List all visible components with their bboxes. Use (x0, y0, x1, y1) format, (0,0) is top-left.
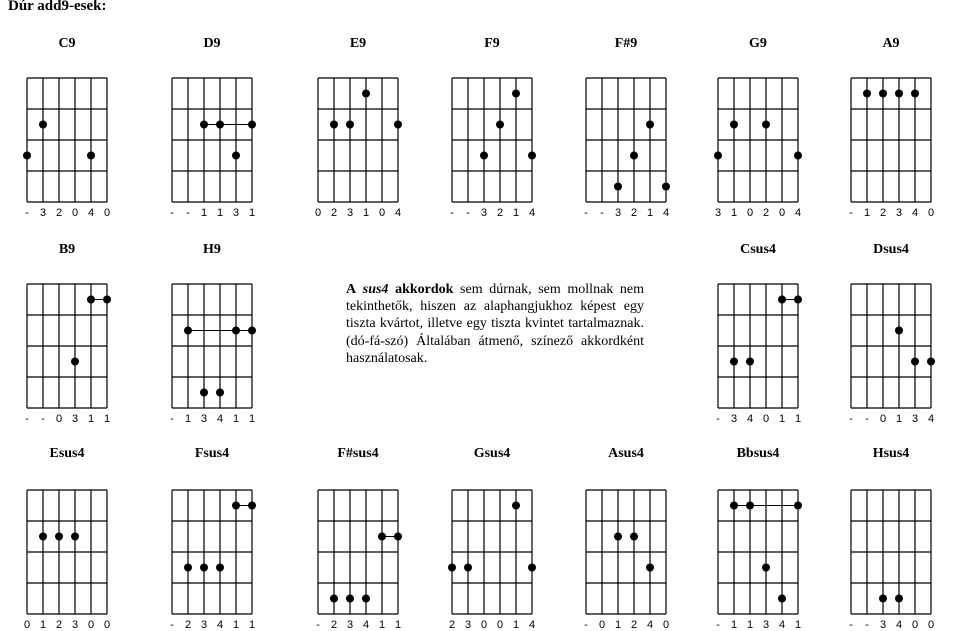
finger-label: 0 (762, 413, 770, 425)
finger-dot (200, 389, 208, 397)
finger-dot (778, 595, 786, 603)
finger-dot (746, 358, 754, 366)
finger-label: 1 (394, 619, 402, 631)
chord-diagram-asus4 (584, 490, 669, 631)
finger-label: 3 (480, 207, 488, 219)
chord-diagram-g9 (714, 78, 802, 219)
finger-label: 1 (232, 619, 240, 631)
chord-diagram-bbsus4 (716, 490, 802, 631)
finger-label: 4 (646, 619, 654, 631)
finger-dot (362, 90, 370, 98)
chord-name: Gsus4 (473, 446, 511, 461)
finger-label: 4 (528, 207, 536, 219)
finger-label: 4 (895, 619, 903, 631)
finger-dot (200, 564, 208, 572)
finger-dot (448, 564, 456, 572)
chord-name: Bbsus4 (736, 446, 780, 461)
chord-diagram-fsharpsus4 (316, 490, 402, 631)
finger-label: 0 (55, 413, 63, 425)
finger-dot (646, 564, 654, 572)
desc-body: sem dúrnak, sem mollnak nem tekinthetők, hiszen az alaphangjukhoz képest egy tiszta kvártot, illetve egy tiszta kvintet tartalmaznak. (dó-fá-szó) Általában átmenő, színező akkordként használatosak. (346, 282, 645, 366)
finger-label: 3 (232, 207, 240, 219)
finger-dot (630, 533, 638, 541)
finger-label: - (316, 619, 320, 631)
finger-label: - (186, 207, 190, 219)
finger-label: 2 (879, 207, 887, 219)
chord-diagram-b9 (25, 284, 111, 425)
finger-label: 3 (346, 207, 354, 219)
finger-dot (87, 152, 95, 160)
finger-label: 3 (71, 413, 79, 425)
finger-label: 4 (216, 413, 224, 425)
finger-dot (248, 121, 256, 129)
finger-label: - (170, 619, 174, 631)
finger-dot (927, 358, 935, 366)
chord-diagram-dsus4 (849, 284, 935, 425)
finger-label: 4 (794, 207, 802, 219)
finger-dot (394, 533, 402, 541)
finger-label: 1 (746, 619, 754, 631)
finger-label: 4 (87, 207, 95, 219)
finger-label: 0 (314, 207, 322, 219)
finger-label: 2 (184, 619, 192, 631)
finger-label: 4 (662, 207, 670, 219)
finger-label: 0 (927, 619, 935, 631)
finger-dot (762, 121, 770, 129)
finger-dot (895, 90, 903, 98)
finger-label: 2 (630, 619, 638, 631)
finger-label: 1 (232, 413, 240, 425)
finger-dot (911, 90, 919, 98)
finger-label: 2 (55, 207, 63, 219)
finger-label: 4 (778, 619, 786, 631)
finger-dot (39, 533, 47, 541)
finger-label: 0 (496, 619, 504, 631)
finger-label: - (865, 619, 869, 631)
finger-dot (346, 121, 354, 129)
finger-label: 1 (730, 207, 738, 219)
chord-diagram-a9 (849, 78, 934, 219)
finger-dot (216, 121, 224, 129)
chord-name: C9 (58, 36, 76, 51)
chord-name: F#9 (614, 36, 638, 51)
chord-diagram-gsus4 (448, 490, 536, 631)
finger-label: 1 (39, 619, 47, 631)
finger-dot (662, 183, 670, 191)
finger-dot (730, 502, 738, 510)
finger-label: 1 (895, 413, 903, 425)
finger-dot (362, 595, 370, 603)
finger-label: - (584, 619, 588, 631)
finger-dot (464, 564, 472, 572)
finger-label: 0 (911, 619, 919, 631)
finger-label: 3 (911, 413, 919, 425)
finger-dot (216, 389, 224, 397)
finger-label: 3 (200, 413, 208, 425)
finger-label: 3 (730, 413, 738, 425)
finger-dot (746, 502, 754, 510)
finger-dot (394, 121, 402, 129)
finger-label: - (25, 413, 29, 425)
finger-label: - (170, 413, 174, 425)
finger-label: 1 (863, 207, 871, 219)
chord-diagram-fsus4 (170, 490, 256, 631)
finger-label: 4 (911, 207, 919, 219)
finger-dot (528, 152, 536, 160)
chord-name: F#sus4 (337, 446, 379, 461)
finger-dot (232, 152, 240, 160)
finger-dot (778, 296, 786, 304)
finger-label: 4 (528, 619, 536, 631)
finger-dot (512, 502, 520, 510)
finger-label: 1 (378, 619, 386, 631)
finger-label: - (466, 207, 470, 219)
finger-dot (330, 121, 338, 129)
finger-label: - (716, 619, 720, 631)
finger-label: 4 (746, 413, 754, 425)
finger-label: - (849, 207, 853, 219)
chord-diagram-c9 (23, 78, 110, 219)
finger-label: 3 (39, 207, 47, 219)
chord-diagram-esus4 (24, 490, 110, 631)
finger-label: 0 (103, 619, 111, 631)
finger-label: - (716, 413, 720, 425)
finger-label: - (41, 413, 45, 425)
finger-label: 2 (448, 619, 456, 631)
finger-label: 2 (55, 619, 63, 631)
finger-dot (895, 595, 903, 603)
finger-dot (895, 327, 903, 335)
finger-dot (879, 595, 887, 603)
finger-label: 3 (464, 619, 472, 631)
finger-dot (794, 152, 802, 160)
finger-dot (794, 296, 802, 304)
finger-label: 4 (927, 413, 935, 425)
finger-label: 2 (496, 207, 504, 219)
chord-name: D9 (203, 36, 221, 51)
finger-label: 2 (762, 207, 770, 219)
finger-label: 4 (394, 207, 402, 219)
finger-label: 3 (346, 619, 354, 631)
finger-label: 1 (216, 207, 224, 219)
sus4-description (346, 281, 644, 367)
finger-dot (200, 121, 208, 129)
chord-name: B9 (58, 242, 76, 257)
chord-name: Dsus4 (873, 242, 909, 257)
finger-label: 1 (248, 413, 256, 425)
finger-dot (232, 502, 240, 510)
finger-label: 1 (184, 413, 192, 425)
finger-label: 0 (378, 207, 386, 219)
finger-dot (184, 327, 192, 335)
finger-label: 1 (200, 207, 208, 219)
finger-dot (55, 533, 63, 541)
finger-dot (714, 152, 722, 160)
finger-dot (528, 564, 536, 572)
chord-name: Fsus4 (194, 446, 230, 461)
finger-dot (646, 121, 654, 129)
finger-label: 1 (87, 413, 95, 425)
finger-label: 0 (662, 619, 670, 631)
chord-name: F9 (484, 36, 500, 51)
finger-label: 4 (216, 619, 224, 631)
finger-label: 0 (87, 619, 95, 631)
finger-label: 3 (614, 207, 622, 219)
finger-dot (39, 121, 47, 129)
finger-label: 4 (362, 619, 370, 631)
finger-dot (232, 327, 240, 335)
finger-label: - (25, 207, 29, 219)
finger-dot (730, 358, 738, 366)
finger-dot (248, 327, 256, 335)
finger-label: 0 (103, 207, 111, 219)
finger-dot (184, 564, 192, 572)
chord-name: Esus4 (49, 446, 85, 461)
finger-label: 0 (598, 619, 606, 631)
finger-label: 1 (103, 413, 111, 425)
finger-label: 1 (730, 619, 738, 631)
finger-label: 2 (330, 207, 338, 219)
finger-label: 3 (762, 619, 770, 631)
finger-label: 1 (794, 413, 802, 425)
chord-diagram-f9 (450, 78, 536, 219)
finger-label: 2 (330, 619, 338, 631)
finger-label: 3 (714, 207, 722, 219)
finger-label: 3 (895, 207, 903, 219)
chord-diagram-hsus4 (849, 490, 934, 631)
finger-label: 0 (927, 207, 935, 219)
chord-diagram-e9 (315, 78, 402, 219)
finger-dot (103, 296, 111, 304)
finger-dot (879, 90, 887, 98)
finger-dot (480, 152, 488, 160)
finger-dot (71, 358, 79, 366)
finger-label: 1 (362, 207, 370, 219)
finger-label: 3 (879, 619, 887, 631)
finger-label: 1 (778, 413, 786, 425)
finger-dot (630, 152, 638, 160)
page-heading: Dúr add9-esek: (8, 0, 107, 14)
finger-label: 1 (248, 207, 256, 219)
finger-label: 2 (630, 207, 638, 219)
chord-name: Asus4 (608, 446, 644, 461)
finger-dot (378, 533, 386, 541)
finger-dot (512, 90, 520, 98)
finger-dot (216, 564, 224, 572)
chord-diagram-fsharp9 (584, 78, 670, 219)
finger-dot (614, 183, 622, 191)
finger-label: 3 (200, 619, 208, 631)
finger-label: 0 (23, 619, 31, 631)
chord-diagram-d9 (170, 78, 256, 219)
finger-label: 0 (879, 413, 887, 425)
desc-bold-word: akkordok (395, 282, 454, 297)
chord-name: E9 (349, 36, 367, 51)
chord-diagram-h9 (170, 284, 256, 425)
finger-dot (614, 533, 622, 541)
finger-label: 0 (480, 619, 488, 631)
finger-label: 1 (646, 207, 654, 219)
finger-dot (762, 564, 770, 572)
finger-dot (346, 595, 354, 603)
chord-diagram-csus4 (716, 284, 802, 425)
chord-name: A9 (882, 36, 900, 51)
finger-label: - (170, 207, 174, 219)
finger-label: 3 (71, 619, 79, 631)
finger-dot (730, 121, 738, 129)
finger-label: - (849, 413, 853, 425)
chord-name: Hsus4 (872, 446, 910, 461)
finger-dot (248, 502, 256, 510)
finger-dot (87, 296, 95, 304)
chord-name: H9 (203, 242, 221, 257)
finger-dot (330, 595, 338, 603)
finger-label: 1 (512, 619, 520, 631)
finger-label: 1 (512, 207, 520, 219)
finger-label: - (865, 413, 869, 425)
finger-label: 1 (794, 619, 802, 631)
finger-label: - (584, 207, 588, 219)
finger-label: 1 (614, 619, 622, 631)
finger-dot (863, 90, 871, 98)
desc-sus4-term: sus4 (362, 282, 389, 297)
finger-label: 0 (746, 207, 754, 219)
finger-dot (911, 358, 919, 366)
finger-label: - (450, 207, 454, 219)
finger-dot (23, 152, 31, 160)
chord-name: Csus4 (740, 242, 776, 257)
finger-label: - (849, 619, 853, 631)
finger-label: 0 (71, 207, 79, 219)
desc-lead: A (346, 282, 357, 297)
finger-dot (794, 502, 802, 510)
finger-dot (71, 533, 79, 541)
finger-label: 0 (778, 207, 786, 219)
finger-dot (496, 121, 504, 129)
finger-label: - (600, 207, 604, 219)
finger-label: 1 (248, 619, 256, 631)
chord-name: G9 (749, 36, 767, 51)
